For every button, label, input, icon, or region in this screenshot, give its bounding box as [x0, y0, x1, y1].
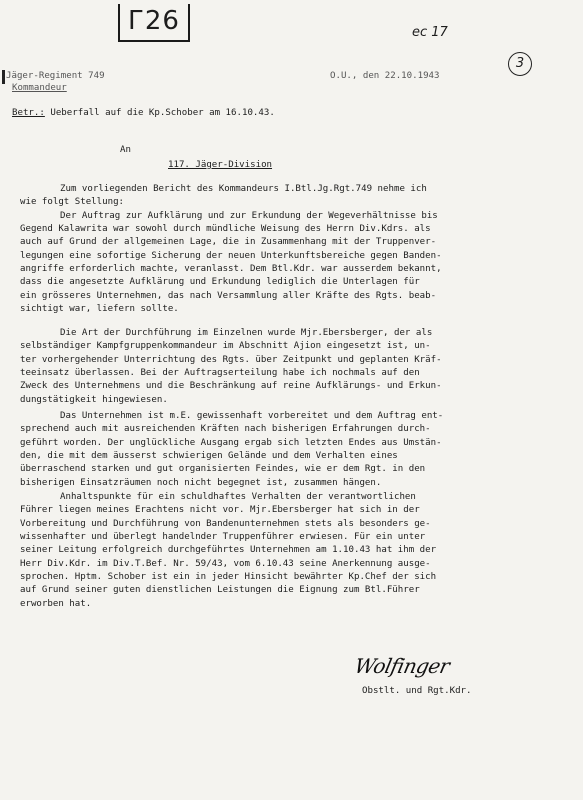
- text-line: Der Auftrag zur Aufklärung und zur Erkundung der Wegeverhältnisse bis: [60, 210, 438, 221]
- text-line: geführt worden. Der unglückliche Ausgang ergab sich letzten Endes aus Umstän-: [20, 437, 442, 448]
- office-title: Kommandeur: [12, 83, 67, 93]
- text-line: bisherigen Einsatzräumen noch nicht begegnet ist, zusammen hängen.: [20, 477, 382, 488]
- text-line: wissenhafter und überlegt handelnder Truppenführer erwiesen. Für ein unter: [20, 532, 426, 543]
- text-line: auch auf Grund der allgemeinen Lage, die in Zusammenhang mit der Truppenver-: [20, 237, 437, 248]
- text-line: teeinsatz überlassen. Bei der Auftragserteilung habe ich nochmals auf den: [20, 368, 420, 379]
- text-line: ein grösseres Unternehmen, das nach Versammlung aller Kräfte des Rgts. beab-: [20, 290, 437, 301]
- page-number: 3: [508, 52, 532, 76]
- text-line: ter vorhergehender Unterrichtung des Rgts. über Zeitpunkt und geplanten Kräf-: [20, 354, 442, 365]
- text-line: wie folgt Stellung:: [20, 197, 125, 208]
- text-line: Anhaltspunkte für ein schuldhaftes Verhalten der verantwortlichen: [60, 492, 416, 502]
- text-line: erworben hat.: [20, 598, 92, 609]
- salutation: An: [120, 145, 131, 155]
- archive-number: ec 17: [412, 25, 448, 40]
- text-line: Führer liegen meines Erachtens nicht vor. Mjr.Ebersberger hat sich in der: [20, 505, 420, 516]
- archive-stamp: Г26: [118, 4, 190, 42]
- handwritten-signature: Wolfinger: [352, 654, 452, 678]
- paragraph-3: [20, 410, 575, 490]
- text-line: Zum vorliegenden Bericht des Kommandeurs I.Btl.Jg.Rgt.749 nehme ich: [60, 184, 427, 194]
- text-line: dass die angesetzte Aufklärung und Erkundung lediglich die Unterlagen für: [20, 277, 420, 288]
- paragraph-1: [20, 183, 575, 316]
- regiment-name: Jäger-Regiment 749: [6, 71, 105, 81]
- paragraph-4: [20, 491, 575, 611]
- text-line: Die Art der Durchführung im Einzelnen wurde Mjr.Ebersberger, der als: [60, 328, 433, 338]
- subject-label: Betr.:: [12, 108, 45, 118]
- text-line: Vorbereitung und Durchführung von Bandenunternehmen stets als besonders ge-: [20, 518, 431, 529]
- text-line: den, die mit dem äusserst schwierigen Gelände und dem Verhalten eines: [20, 451, 398, 462]
- place-date: O.U., den 22.10.1943: [330, 71, 440, 81]
- paragraph-2: [20, 327, 575, 407]
- text-line: dungstätigkeit hingewiesen.: [20, 394, 168, 405]
- text-line: auf Grund seiner guten dienstlichen Leistungen die Eignung zum Btl.Führer: [20, 585, 420, 596]
- text-line: Gegend Kalawrita war sowohl durch mündliche Weisung des Herrn Div.Kdrs. als: [20, 224, 431, 235]
- text-line: selbständiger Kampfgruppenkommandeur im Abschnitt Ajion eingesetzt ist, un-: [20, 341, 431, 352]
- text-line: überraschend starken und gut organisierten Feindes, wie er dem Rgt. in den: [20, 464, 426, 475]
- text-line: angriffe erforderlich machte, veranlasst. Dem Btl.Kdr. war ausserdem bekannt,: [20, 264, 442, 275]
- margin-mark: [2, 70, 5, 84]
- text-line: legungen eine sofortige Sicherung der neuen Unterkunftsbereiche gegen Banden-: [20, 250, 442, 261]
- subject-text: Ueberfall auf die Kp.Schober am 16.10.43.: [50, 108, 275, 118]
- text-line: seiner Leitung erfolgreich durchgeführtes Unternehmen am 1.10.43 hat ihm der: [20, 545, 437, 556]
- closing-title: Obstlt. und Rgt.Kdr.: [362, 686, 472, 696]
- text-line: sprechend auch mit ausreichenden Kräften nach bisherigen Erfahrungen durch-: [20, 424, 431, 435]
- subject-line: [12, 108, 275, 119]
- text-line: sichtigt war, liefern sollte.: [20, 304, 179, 315]
- text-line: Herr Div.Kdr. im Div.T.Bef. Nr. 59/43, vom 6.10.43 seine Anerkennung ausge-: [20, 558, 431, 569]
- text-line: Zweck des Unternehmens und die Beschränkung auf reine Aufklärungs- und Erkun-: [20, 381, 442, 392]
- text-line: sprochen. Hptm. Schober ist ein in jeder Hinsicht bewährter Kp.Chef der sich: [20, 572, 437, 583]
- text-line: Das Unternehmen ist m.E. gewissenhaft vorbereitet und dem Auftrag ent-: [60, 411, 444, 421]
- recipient: 117. Jäger-Division: [168, 160, 273, 170]
